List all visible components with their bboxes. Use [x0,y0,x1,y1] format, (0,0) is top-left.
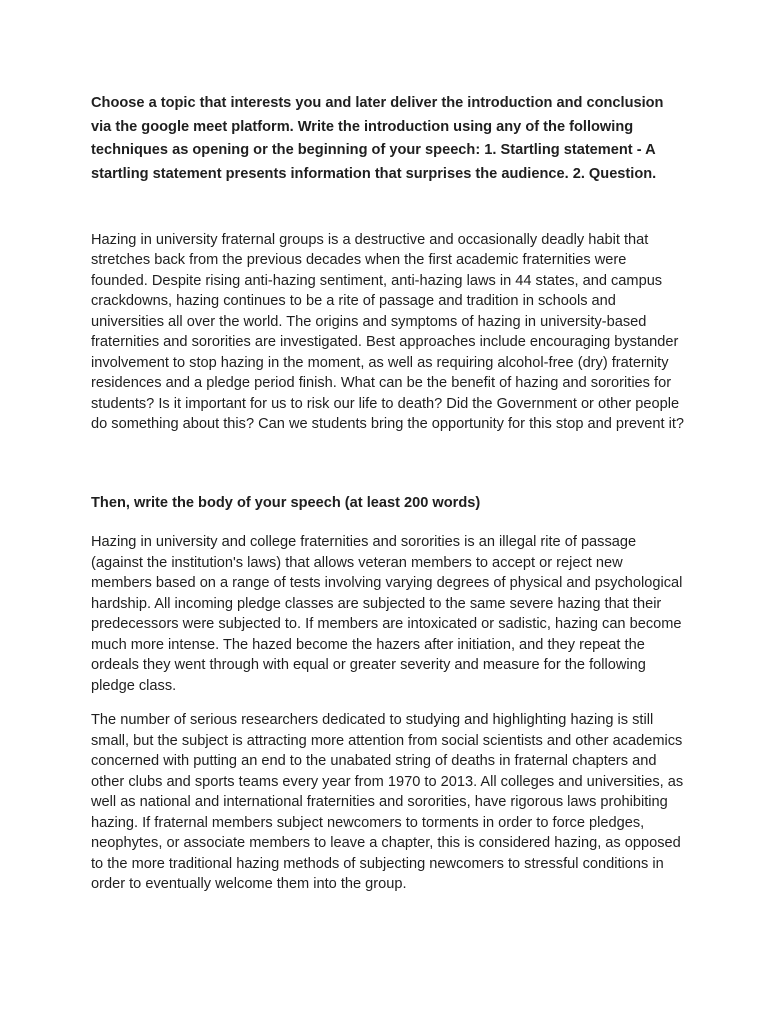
introduction-paragraph: Hazing in university fraternal groups is a destructive and occasionally deadly habit that stretches back from the previous decades when the first academic fraternities were founded. Despite rising anti-hazing sentiment, anti-hazing laws in 44 states, and campus crackdowns, hazing continues to be a rite of passage and tradition in schools and universities all over the world. The origins and symptoms of hazing in university-based fraternities and sororities are investigated. Best approaches include encouraging bystander involvement to stop hazing in the moment, as well as requiring alcohol-free (dry) fraternity residences and a pledge period finish. What can be the benefit of hazing and sororities for students? Is it important for us to risk our life to death? Did the Government or other people do something about this? Can we students bring the opportunity for this stop and prevent it? [91,231,685,433]
document-page [91,92,687,895]
assignment-prompt: Choose a topic that interests you and later deliver the introduction and conclusion via the google meet platform. Write the introduction using any of the following techniques as opening or the beginning of your speech: 1. Startling statement - A startling statement presents information that surprises the audience. 2. Question. [91,95,664,183]
body-paragraph-2: The number of serious researchers dedicated to studying and highlighting hazing is still small, but the subject is attracting more attention from social scientists and other academics concerned with putting an end to the unabated string of deaths in fraternal chapters and other clubs and sports teams every year from 1970 to 2013. All colleges and universities, as well as national and international fraternities and sororities, have rigorous laws prohibiting hazing. If fraternal members subject newcomers to torments in order to force pledges, neophytes, or associate members to leave a chapter, this is considered hazing, as opposed to the more traditional hazing methods of subjecting newcomers to stressful conditions in order to eventually welcome them into the group. [91,712,684,893]
body-heading: Then, write the body of your speech (at least 200 words) [91,494,481,511]
body-paragraph-1: Hazing in university and college fraternities and sororities is an illegal rite of passage (against the institution's laws) that allows veteran members to accept or reject new members based on a range of tests involving varying degrees of physical and psychological hardship. All incoming pledge classes are subjected to the same severe hazing that their predecessors were subjected to. If members are intoxicated or sadistic, hazing can become much more intense. The hazed become the hazers after initiation, and they repeat the ordeals they went through with equal or greater severity and measure for the following pledge class. [91,534,683,694]
